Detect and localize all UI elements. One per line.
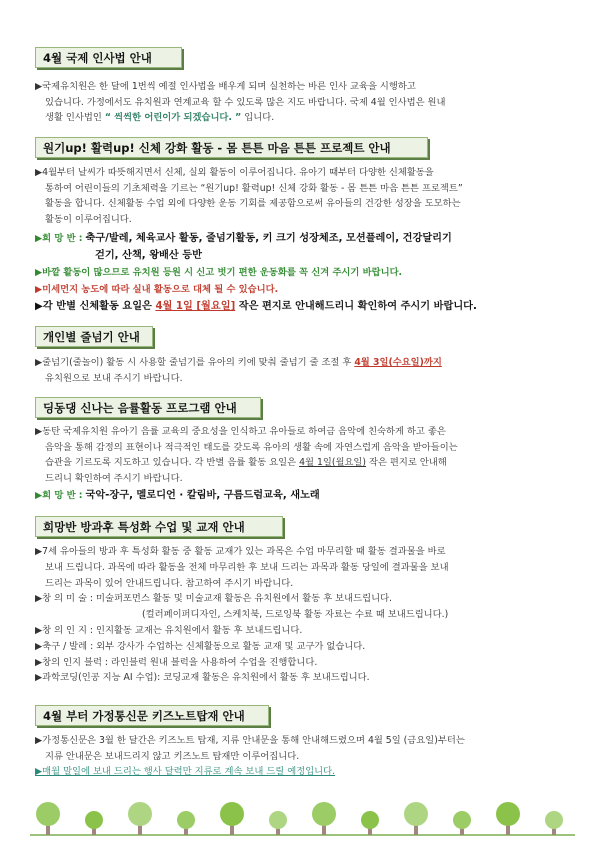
- hope-label: ▶희 망 반 :: [35, 490, 83, 501]
- text-line: ▶축구 / 발레 : 외부 강사가 수업하는 신체활동으로 활동 교재 및 교구가 없습니다.: [35, 640, 366, 652]
- text-span: 입니다.: [244, 112, 275, 123]
- calendar-note: ▶매월 말일에 보내 드리는 행사 달력만 지류로 계속 보내 드릴 예정입니다.: [35, 766, 336, 777]
- text-line: ▶과학코딩(인공 지능 AI 수업): 코딩교재 활동은 유치원에서 활동 후 보내드립니다.: [35, 672, 370, 684]
- tree-crown: [453, 811, 471, 829]
- text-span: ▶줄넘기(줄놀이) 활동 시 사용할 줄넘기를 유아의 키에 맞춰 줄넘기 줄 조절 후: [35, 357, 352, 368]
- text-line: [35, 110, 575, 126]
- tree-crown: [85, 811, 103, 829]
- tree-crown: [36, 802, 60, 826]
- day-date: 4월 1일 [월요일]: [155, 301, 236, 312]
- text-line: (컬러페이퍼디자인, 스케치북, 드로잉북 활동 자료는 수료 때 보내드립니다.): [142, 609, 449, 621]
- text-span: 생활 인사법인: [45, 112, 102, 123]
- tree-crown: [545, 811, 563, 829]
- tree-crown: [128, 802, 152, 826]
- text-line: 활동이 이루어집니다.: [45, 213, 132, 225]
- section-body-physical: [35, 165, 575, 227]
- tree-crown: [177, 811, 195, 829]
- text-line: [35, 455, 575, 471]
- section-title-jumprope: 개인별 줄넘기 안내: [35, 326, 153, 347]
- text-line: 통하여 어린이들의 기초체력을 기르는 “원기up! 활력up! 신체 강화 활동 - 몸 튼튼 마음 튼튼 프로젝트”: [45, 182, 463, 194]
- text-line: ▶가정통신문은 3월 한 달간은 키즈노트 탑재, 지류 안내문을 통해 안내해드렸으며 4월 5일 (금요일)부터는: [35, 735, 465, 746]
- hope-class-line: [35, 230, 575, 247]
- text-span: ▶각 반별 신체활동 요일은: [35, 301, 152, 312]
- text-line: 활동을 합니다. 신체활동 수업 외에 다양한 운동 기회를 제공함으로써 유아들의 건강한 성장을 도모하는: [45, 198, 461, 209]
- sneakers-note: ▶바깥 활동이 많으므로 유치원 등원 시 신고 벗기 편한 운동화를 꼭 신겨 주시기 바랍니다.: [35, 267, 403, 278]
- tree-border-decoration: [30, 798, 575, 838]
- hope-activities: 국악-장구, 멜로디언 · 칼림바, 구름드럼교육, 새노래: [85, 490, 320, 501]
- text-line: 음악을 통해 감정의 표현이나 적극적인 태도를 갖도록 유아의 생활 속에 자연스럽게 음악을 받아들이는: [45, 441, 458, 453]
- tree-crown: [404, 802, 428, 826]
- hope-class-line: [35, 488, 575, 504]
- text-line: ▶창 의 미 술 : 미술퍼포먼스 활동 및 미술교재 활동은 유치원에서 활동 후 보내드립니다.: [35, 593, 393, 605]
- text-line: [35, 355, 575, 371]
- text-line: 드리는 과목이 있어 안내드립니다. 참고하여 주시기 바랍니다.: [45, 577, 294, 589]
- section-title-physical: 원기up! 활력up! 신체 강화 활동 - 몸 튼튼 마음 튼튼 프로젝트 안내: [35, 137, 428, 158]
- section-title-kidsnote: 4월 부터 가정통신문 키즈노트탑재 안내: [35, 705, 269, 726]
- hope-label: ▶희 망 반 :: [35, 233, 83, 244]
- tree-crown: [496, 802, 520, 826]
- day-note: [35, 298, 575, 315]
- text-line: 드리니 확인하여 주시기 바랍니다.: [45, 472, 183, 484]
- music-date: 4월 1일(월요일): [299, 457, 367, 468]
- section-notes-physical: [35, 230, 575, 315]
- text-line: 지류 안내문은 보내드리지 않고 키즈노트 탑재만 이루어집니다.: [45, 750, 300, 762]
- text-line: 유치원으로 보내 주시기 바랍니다.: [45, 372, 183, 384]
- text-span: 작은 편지로 안내해: [369, 457, 447, 468]
- greeting-quote: “ 씩씩한 어린이가 되겠습니다. ”: [104, 112, 242, 123]
- hope-activities: 축구/발레, 체육교사 활동, 줄넘기활동, 키 크기 성장체조, 모션플레이, 건강달리기: [85, 233, 452, 244]
- text-line: 보내 드립니다. 과목에 따라 활동을 전체 마무리한 후 보내 드리는 과목과 활동 당일에 결과물을 보내: [45, 561, 449, 573]
- text-line: ▶4월부터 날씨가 따뜻해지면서 신체, 실외 활동이 이루어집니다. 유아기 때부터 다양한 신체활동을: [35, 167, 434, 178]
- section-body-greeting: [35, 79, 575, 126]
- tree-crown: [220, 802, 244, 826]
- tree-crown: [361, 811, 379, 829]
- section-title-greeting: 4월 국제 인사법 안내: [35, 47, 182, 68]
- text-line: ▶7세 유아들의 방과 후 특성화 활동 중 활동 교재가 있는 과목은 수업 마무리할 때 활동 결과물을 바로: [35, 546, 446, 557]
- section-body-jumprope: [35, 355, 575, 386]
- tree-crown: [269, 811, 287, 829]
- tree-crown: [312, 802, 336, 826]
- section-body-afterschool: [35, 544, 575, 686]
- text-line: ▶창 의 인 지 : 인지활동 교재는 유치원에서 활동 후 보내드립니다.: [35, 624, 303, 636]
- text-line: ▶국제유치원은 한 달에 1번씩 예절 인사법을 배우게 되며 실천하는 바른 인사 교육을 시행하고: [35, 81, 416, 92]
- hope-activities-cont: 걷기, 산책, 왕배산 등반: [95, 250, 202, 261]
- section-body-music: [35, 424, 575, 504]
- text-span: 작은 편지로 안내해드리니 확인하여 주시기 바랍니다.: [238, 301, 477, 312]
- section-title-afterschool: 희망반 방과후 특성화 수업 및 교재 안내: [35, 516, 283, 537]
- jumprope-date: 4월 3일(수요일)까지: [354, 357, 442, 368]
- text-line: ▶창의 인지 블럭 : 라인블럭 원내 블럭을 사용하여 수업을 진행합니다.: [35, 656, 318, 668]
- section-body-kidsnote: [35, 733, 575, 780]
- text-line: 있습니다. 가정에서도 유치원과 연계교육 할 수 있도록 많은 지도 바랍니다. 국제 4월 인사법은 원내: [45, 96, 446, 108]
- fine-dust-note: ▶미세먼지 농도에 따라 실내 활동으로 대체 될 수 있습니다.: [35, 284, 279, 295]
- text-span: 습관을 기르도록 지도하고 있습니다. 각 반별 음률 활동 요일은: [45, 457, 297, 468]
- text-line: ▶동탄 국제유치원 유아기 음률 교육의 중요성을 인식하고 유아들로 하여금 음악에 친숙하게 하고 좋은: [35, 426, 446, 437]
- section-title-music: 딩동댕 신나는 음률활동 프로그램 안내: [35, 397, 261, 418]
